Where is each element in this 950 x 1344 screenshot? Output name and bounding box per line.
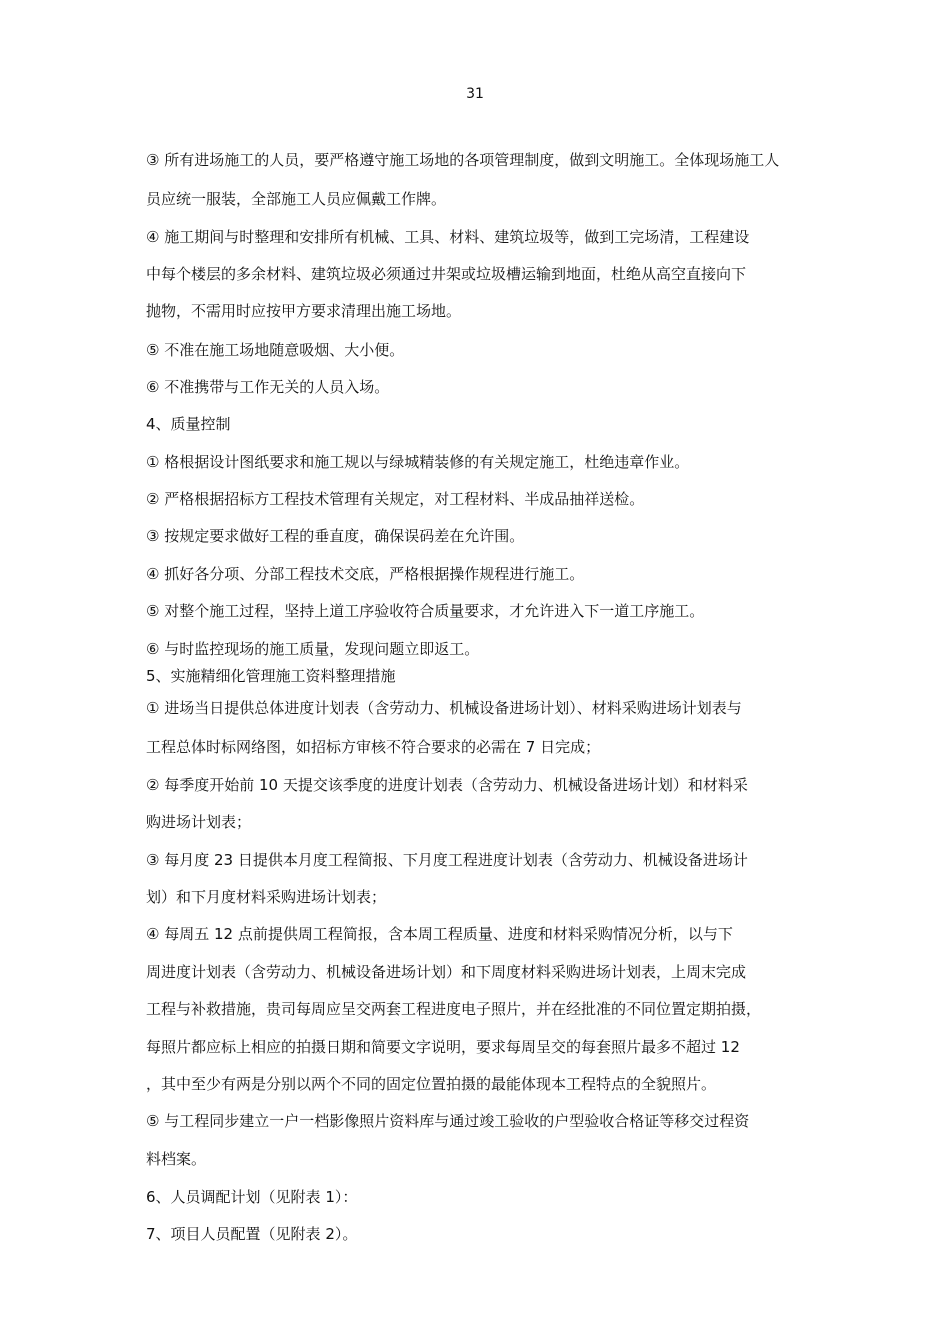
text-line: ⑥ 与时监控现场的施工质量，发现问题立即返工。 [146, 640, 480, 658]
text-line: ⑤ 不准在施工场地随意吸烟、大小便。 [146, 341, 405, 359]
text-line: ② 严格根据招标方工程技术管理有关规定，对工程材料、半成品抽祥送检。 [146, 490, 645, 508]
text-line: 中每个楼层的多余材料、建筑垃圾必须通过井架或垃圾槽运输到地面，杜绝从高空直接向下 [146, 265, 747, 283]
text-line: 料档案。 [146, 1150, 207, 1168]
section-heading: 4、质量控制 [146, 415, 231, 433]
text-line: ④ 抓好各分项、分部工程技术交底，严格根据操作规程进行施工。 [146, 565, 585, 583]
text-line: 抛物，不需用时应按甲方要求清理出施工场地。 [146, 302, 462, 320]
text-line: ② 每季度开始前 10 天提交该季度的进度计划表（含劳动力、机械设备进场计划）和材料采 [146, 776, 748, 794]
text-line: ① 进场当日提供总体进度计划表（含劳动力、机械设备进场计划）、材料采购进场计划表与 [146, 699, 742, 717]
text-line: ⑤ 对整个施工过程，坚持上道工序验收符合质量要求，才允许进入下一道工序施工。 [146, 602, 705, 620]
text-line: ⑤ 与工程同步建立一户一档影像照片资料库与通过竣工验收的户型验收合格证等移交过程资 [146, 1112, 750, 1130]
section-heading: 5、实施精细化管理施工资料整理措施 [146, 667, 396, 685]
text-line: 划）和下月度材料采购进场计划表； [146, 888, 387, 906]
text-line: ① 格根据设计图纸要求和施工规以与绿城精装修的有关规定施工，杜绝违章作业。 [146, 453, 690, 471]
text-line: ⑥ 不准携带与工作无关的人员入场。 [146, 378, 390, 396]
text-line: ，其中至少有两是分别以两个不同的固定位置拍摄的最能体现本工程特点的全貌照片。 [146, 1075, 717, 1093]
text-line: 员应统一服装，全部施工人员应佩戴工作牌。 [146, 190, 447, 208]
text-line: 购进场计划表； [146, 813, 252, 831]
text-line: ④ 每周五 12 点前提供周工程简报，含本周工程质量、进度和材料采购情况分析，以与下 [146, 925, 733, 943]
text-line: ④ 施工期间与时整理和安排所有机械、工具、材料、建筑垃圾等，做到工完场清，工程建设 [146, 228, 750, 246]
text-line: 工程总体时标网络图，如招标方审核不符合要求的必需在 7 日完成； [146, 738, 601, 756]
section-heading: 6、人员调配计划（见附表 1）： [146, 1188, 358, 1206]
page-number: 31 [466, 86, 484, 102]
text-line: ③ 按规定要求做好工程的垂直度，确保误码差在允许围。 [146, 527, 525, 545]
text-line: ③ 每月度 23 日提供本月度工程简报、下月度工程进度计划表（含劳动力、机械设备进场计 [146, 851, 748, 869]
text-line: 每照片都应标上相应的拍摄日期和简要文字说明，要求每周呈交的每套照片最多不超过 12 [146, 1038, 740, 1056]
text-line: 周进度计划表（含劳动力、机械设备进场计划）和下周度材料采购进场计划表，上周末完成 [146, 963, 747, 981]
text-line: ③ 所有进场施工的人员，要严格遵守施工场地的各项管理制度，做到文明施工。全体现场施工人 [146, 151, 780, 169]
section-heading: 7、项目人员配置（见附表 2）。 [146, 1225, 358, 1243]
text-line: 工程与补救措施，贵司每周应呈交两套工程进度电子照片，并在经批准的不同位置定期拍摄， [146, 1000, 762, 1018]
